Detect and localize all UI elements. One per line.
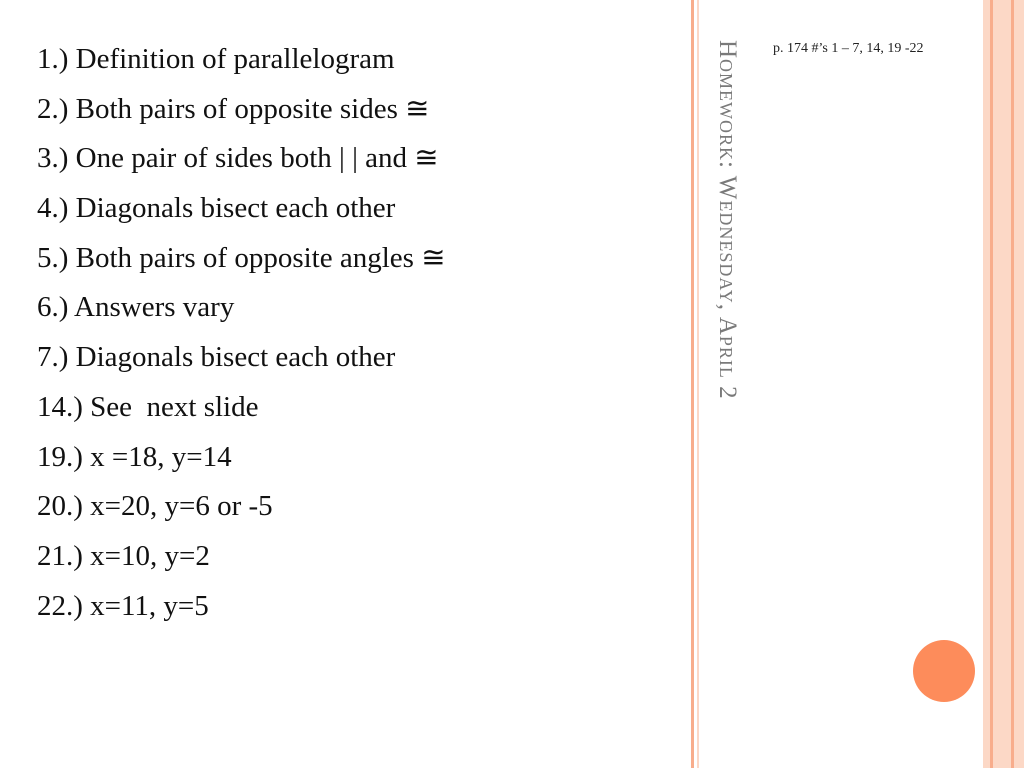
answer-item: 6.) Answers vary (37, 291, 235, 324)
answer-item: 2.) Both pairs of opposite sides ≅ (37, 92, 430, 125)
slide-title: Homework: Wednesday, April 2 (714, 40, 741, 400)
answer-item: 3.) One pair of sides both | | and ≅ (37, 142, 439, 175)
answer-item: 1.) Definition of parallelogram (37, 43, 395, 75)
answer-item: 5.) Both pairs of opposite angles ≅ (37, 241, 446, 274)
answer-item: 20.) x=20, y=6 or -5 (37, 490, 273, 523)
divider-stripe (697, 0, 699, 768)
title-container (712, 40, 742, 520)
answer-item: 7.) Diagonals bisect each other (37, 341, 396, 374)
answer-item: 19.) x =18, y=14 (37, 440, 232, 473)
side-panel-stripe (1011, 0, 1014, 768)
answer-item: 22.) x=11, y=5 (37, 589, 209, 622)
divider-stripe (691, 0, 694, 768)
answer-list (37, 35, 446, 631)
answer-item: 21.) x=10, y=2 (37, 539, 210, 572)
answer-item: 14.) See next slide (37, 390, 259, 423)
orange-circle-icon (913, 640, 975, 702)
answer-item: 4.) Diagonals bisect each other (37, 192, 396, 225)
homework-note: p. 174 #’s 1 – 7, 14, 19 -22 (773, 41, 924, 56)
side-panel-stripe (990, 0, 993, 768)
